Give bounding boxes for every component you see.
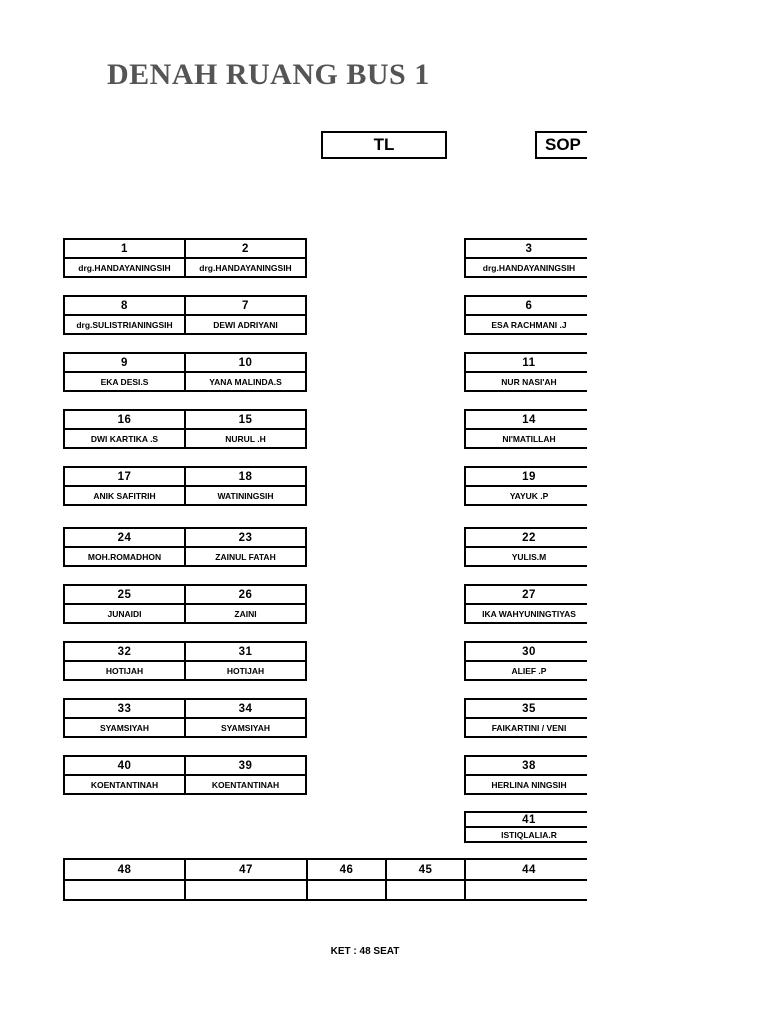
seat-passenger-name: YAYUK .P: [464, 485, 587, 506]
seat-number: 2: [184, 238, 307, 259]
back-seat-passenger-name: [385, 879, 466, 901]
seat-passenger-name: DWI KARTIKA .S: [63, 428, 186, 449]
seat-number: 39: [184, 755, 307, 776]
back-seat-number: 44: [464, 858, 587, 881]
seat-number: 26: [184, 584, 307, 605]
page-title: DENAH RUANG BUS 1: [107, 58, 430, 91]
seat-passenger-name: ZAINUL FATAH: [184, 546, 307, 567]
seat-number: 25: [63, 584, 186, 605]
seat-count-note: KET : 48 SEAT: [330, 946, 400, 957]
seat-passenger-name: drg.SULISTRIANINGSIH: [63, 314, 186, 335]
seat-passenger-name: HERLINA NINGSIH: [464, 774, 587, 795]
back-seat-number: 46: [306, 858, 387, 881]
seat-number: 27: [464, 584, 587, 605]
seat-number: 30: [464, 641, 587, 662]
seat-passenger-name: ESA RACHMANI .J: [464, 314, 587, 335]
back-seat-passenger-name: [306, 879, 387, 901]
seat-number: 38: [464, 755, 587, 776]
seat-number: 3: [464, 238, 587, 259]
seat-number: 41: [464, 811, 587, 828]
seat-number: 16: [63, 409, 186, 430]
seat-passenger-name: DEWI ADRIYANI: [184, 314, 307, 335]
seat-number: 35: [464, 698, 587, 719]
back-seat-number: 45: [385, 858, 466, 881]
seat-passenger-name: NI'MATILLAH: [464, 428, 587, 449]
seat-number: 33: [63, 698, 186, 719]
seat-number: 19: [464, 466, 587, 487]
seat-passenger-name: drg.HANDAYANINGSIH: [63, 257, 186, 278]
seat-number: 23: [184, 527, 307, 548]
seat-passenger-name: HOTIJAH: [63, 660, 186, 681]
back-seat-passenger-name: [63, 879, 186, 901]
seat-number: 1: [63, 238, 186, 259]
seat-passenger-name: HOTIJAH: [184, 660, 307, 681]
seat-passenger-name: KOENTANTINAH: [63, 774, 186, 795]
seat-passenger-name: YANA MALINDA.S: [184, 371, 307, 392]
seat-number: 15: [184, 409, 307, 430]
back-seat-number: 48: [63, 858, 186, 881]
seat-number: 7: [184, 295, 307, 316]
seat-number: 18: [184, 466, 307, 487]
seat-passenger-name: ISTIQLALIA.R: [464, 826, 587, 843]
seat-passenger-name: drg.HANDAYANINGSIH: [184, 257, 307, 278]
back-seat-number: 47: [184, 858, 308, 881]
seat-number: 34: [184, 698, 307, 719]
seat-number: 6: [464, 295, 587, 316]
seat-passenger-name: NUR NASI'AH: [464, 371, 587, 392]
seat-passenger-name: SYAMSIYAH: [63, 717, 186, 738]
seat-number: 40: [63, 755, 186, 776]
seat-number: 9: [63, 352, 186, 373]
driver-box: SOP: [535, 131, 587, 159]
seat-number: 11: [464, 352, 587, 373]
seat-passenger-name: MOH.ROMADHON: [63, 546, 186, 567]
seat-passenger-name: EKA DESI.S: [63, 371, 186, 392]
seat-passenger-name: ZAINI: [184, 603, 307, 624]
seat-number: 8: [63, 295, 186, 316]
seat-passenger-name: JUNAIDI: [63, 603, 186, 624]
seat-number: 31: [184, 641, 307, 662]
seat-passenger-name: IKA WAHYUNINGTIYAS: [464, 603, 587, 624]
seat-passenger-name: YULIS.M: [464, 546, 587, 567]
seat-number: 14: [464, 409, 587, 430]
seat-number: 22: [464, 527, 587, 548]
seat-passenger-name: FAIKARTINI / VENI: [464, 717, 587, 738]
seat-passenger-name: SYAMSIYAH: [184, 717, 307, 738]
seat-number: 17: [63, 466, 186, 487]
seat-passenger-name: WATININGSIH: [184, 485, 307, 506]
seat-passenger-name: ANIK SAFITRIH: [63, 485, 186, 506]
seat-passenger-name: NURUL .H: [184, 428, 307, 449]
seat-number: 10: [184, 352, 307, 373]
back-seat-passenger-name: [464, 879, 587, 901]
seat-passenger-name: drg.HANDAYANINGSIH: [464, 257, 587, 278]
seat-number: 32: [63, 641, 186, 662]
seat-passenger-name: KOENTANTINAH: [184, 774, 307, 795]
seat-number: 24: [63, 527, 186, 548]
back-seat-passenger-name: [184, 879, 308, 901]
tour-leader-box: TL: [321, 131, 447, 159]
seat-passenger-name: ALIEF .P: [464, 660, 587, 681]
